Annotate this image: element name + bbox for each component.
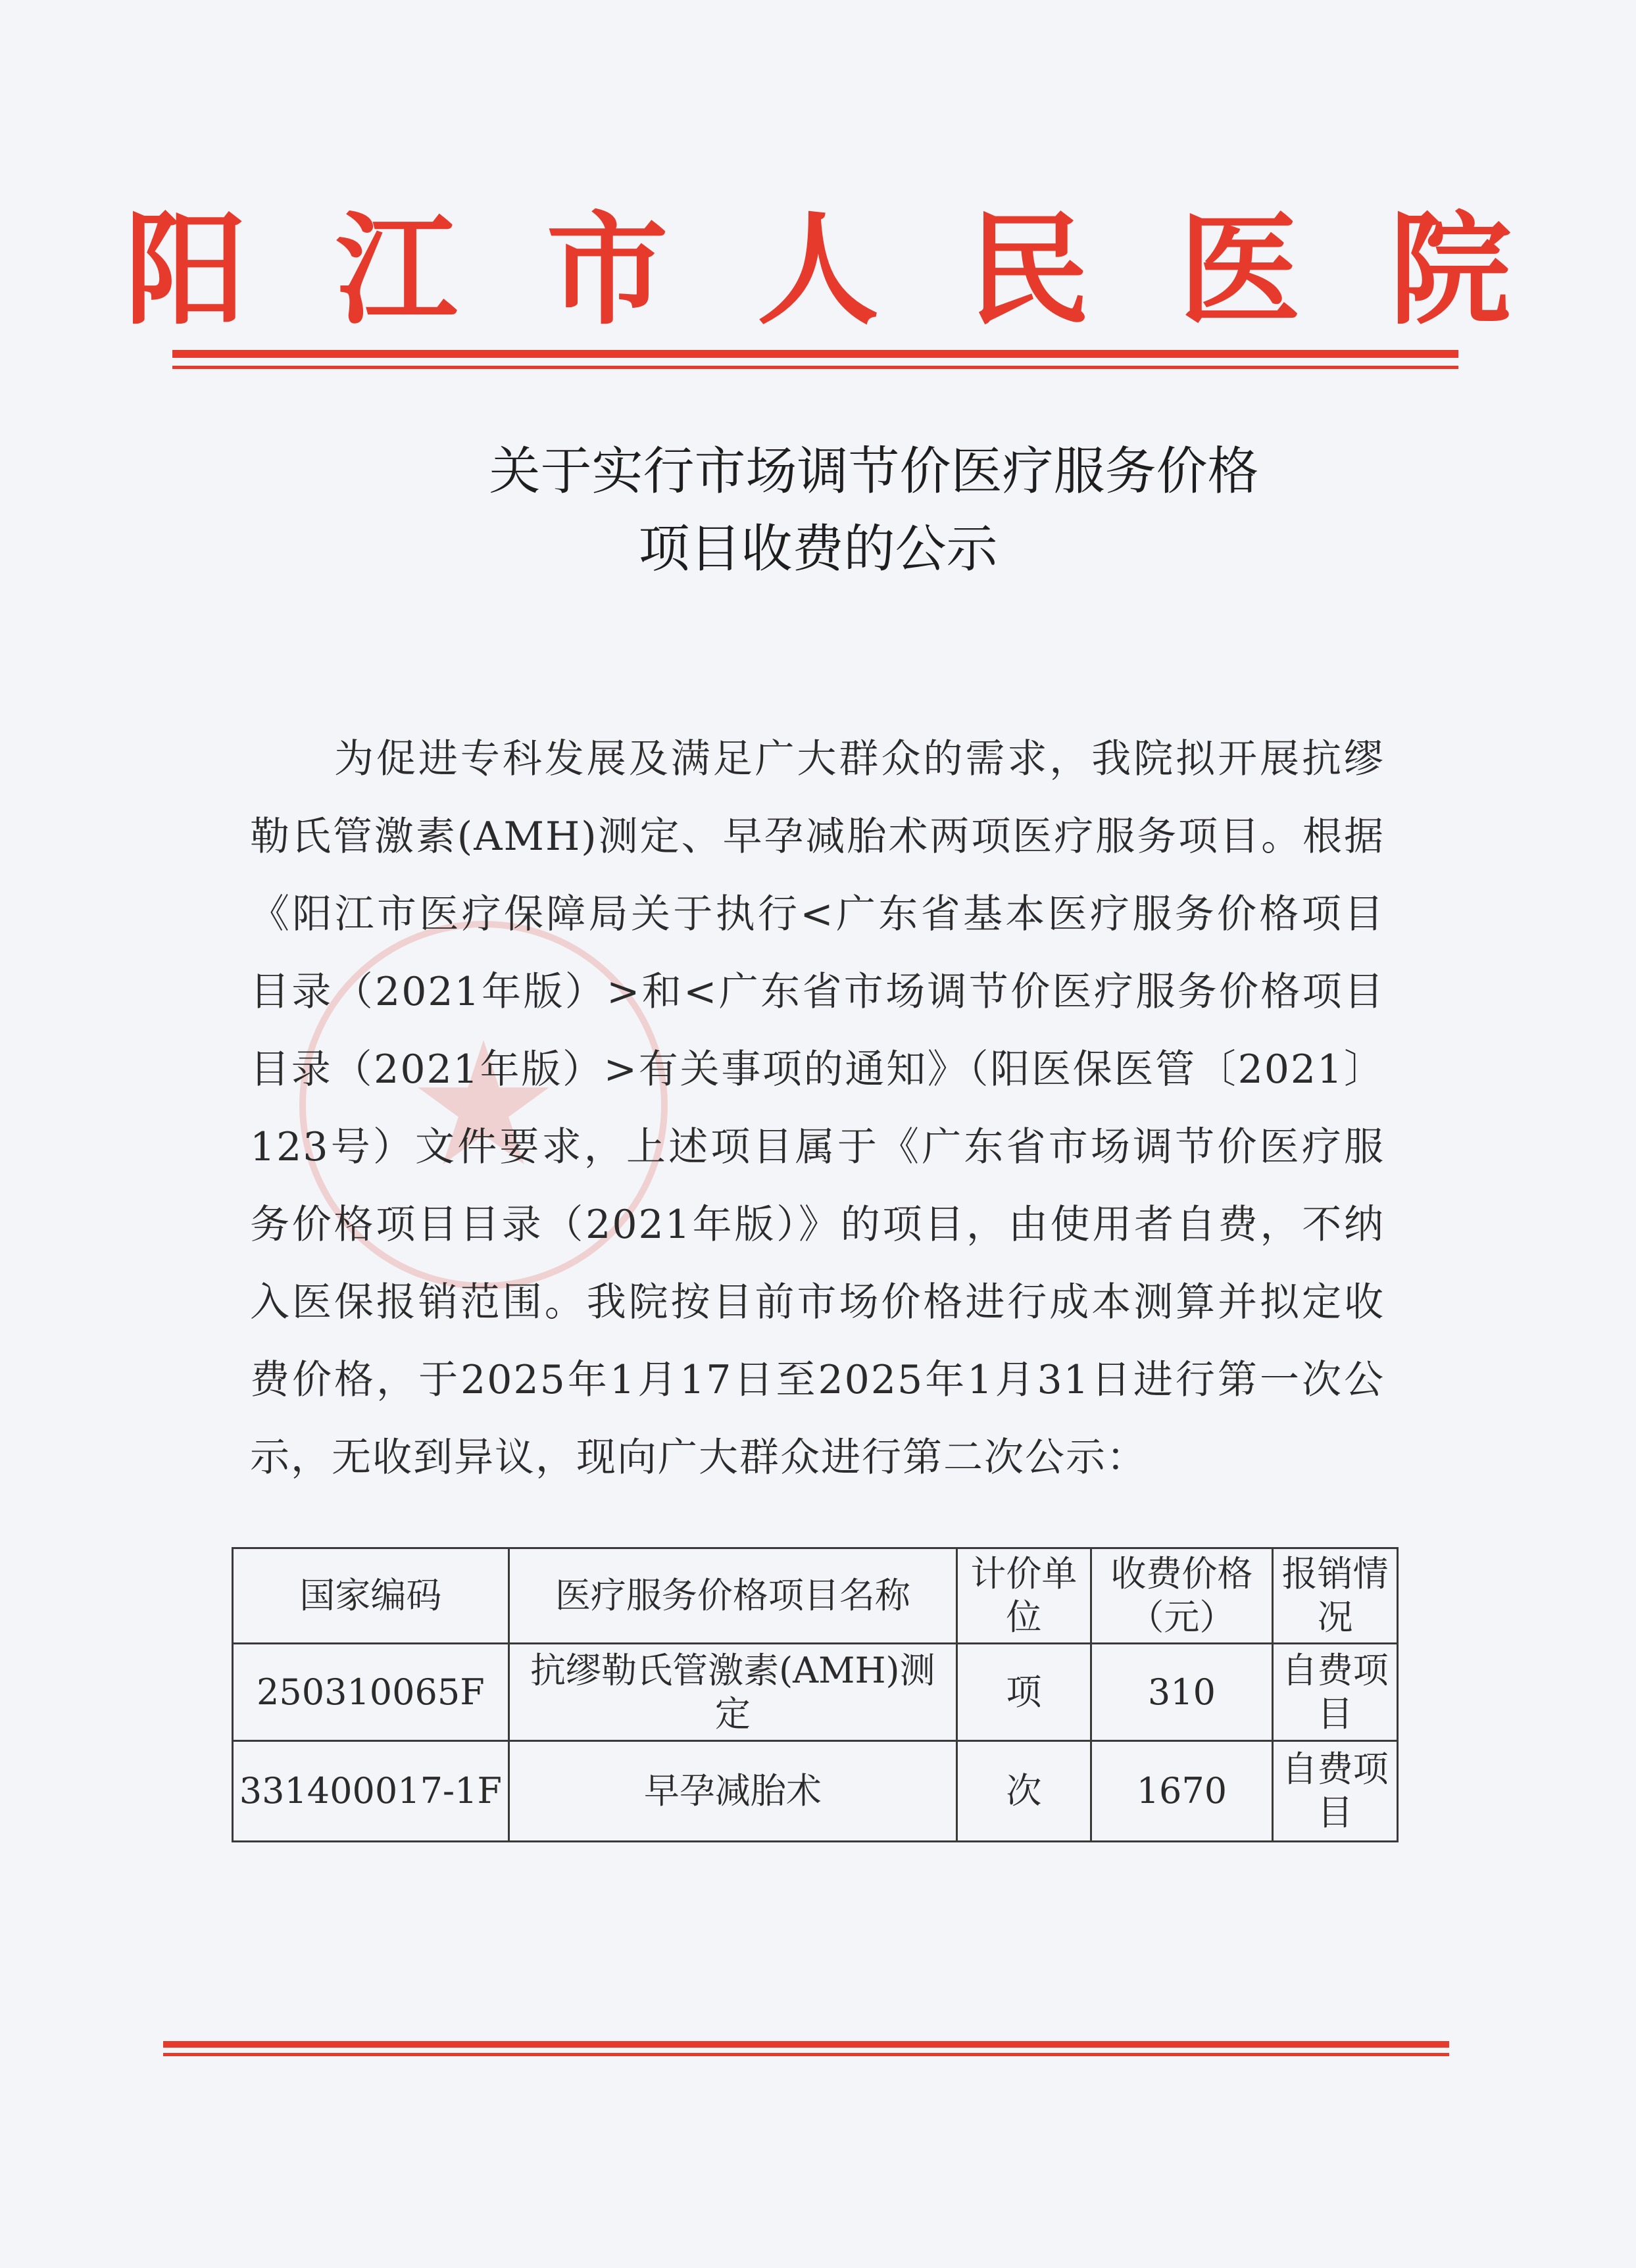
masthead-char: 民 <box>968 198 1090 341</box>
masthead-char: 阳 <box>124 198 247 341</box>
header-name: 医疗服务价格项目名称 <box>508 1548 956 1644</box>
header-divider-thin <box>172 366 1458 369</box>
table-header-row <box>233 1548 1398 1644</box>
cell-reimburse: 自费项目 <box>1273 1741 1398 1842</box>
cell-code: 331400017-1F <box>233 1741 509 1842</box>
header-code: 国家编码 <box>233 1548 509 1644</box>
cell-name: 抗缪勒氏管激素(AMH)测定 <box>508 1644 956 1741</box>
footer-divider-thick <box>163 2041 1449 2048</box>
institution-masthead <box>0 197 1636 342</box>
cell-price: 310 <box>1091 1644 1272 1741</box>
document-title-line-1: 关于实行市场调节价医疗服务价格 <box>489 442 1259 501</box>
masthead-char: 医 <box>1178 198 1301 341</box>
table-row <box>233 1644 1398 1741</box>
header-price: 收费价格（元） <box>1091 1548 1272 1644</box>
table-row <box>233 1741 1398 1842</box>
header-divider-thick <box>172 350 1458 358</box>
header-unit: 计价单位 <box>957 1548 1091 1644</box>
footer-divider-thin <box>163 2053 1449 2056</box>
header-reimburse: 报销情况 <box>1273 1548 1398 1644</box>
cell-price: 1670 <box>1091 1741 1272 1842</box>
masthead-char: 人 <box>757 198 879 341</box>
price-table <box>232 1547 1399 1842</box>
cell-unit: 次 <box>957 1741 1091 1842</box>
cell-reimburse: 自费项目 <box>1273 1644 1398 1741</box>
cell-code: 250310065F <box>233 1644 509 1741</box>
masthead-char: 院 <box>1389 198 1512 341</box>
document-title-line-2: 项目收费的公示 <box>638 520 998 579</box>
seal-star-icon: ★ <box>407 1006 560 1204</box>
notice-body: 为促进专科发展及满足广大群众的需求，我院拟开展抗缪勒氏管激素(AMH)测定、早孕减胎术两项医疗服务项目。根据《阳江市医疗保障局关于执行<广东省基本医疗服务价格项目目录（2021年版）>和<广东省市场调节价医疗服务价格项目目录（2021年版）>有关事项的通知》（阳医保医管〔2021〕123号）文件要求，上述项目属于《广东省市场调节价医疗服务价格项目目录（2021年版）》的项目，由使用者自费，不纳入医保报销范围。我院按目前市场价格进行成本测算并拟定收费价格，于2025年1月17日至2025年1月31日进行第一次公示，无收到异议，现向广大群众进行第二次公示： <box>250 736 1385 1481</box>
cell-name: 早孕减胎术 <box>508 1741 956 1842</box>
cell-unit: 项 <box>957 1644 1091 1741</box>
masthead-char: 市 <box>546 198 668 341</box>
masthead-char: 江 <box>335 198 458 341</box>
